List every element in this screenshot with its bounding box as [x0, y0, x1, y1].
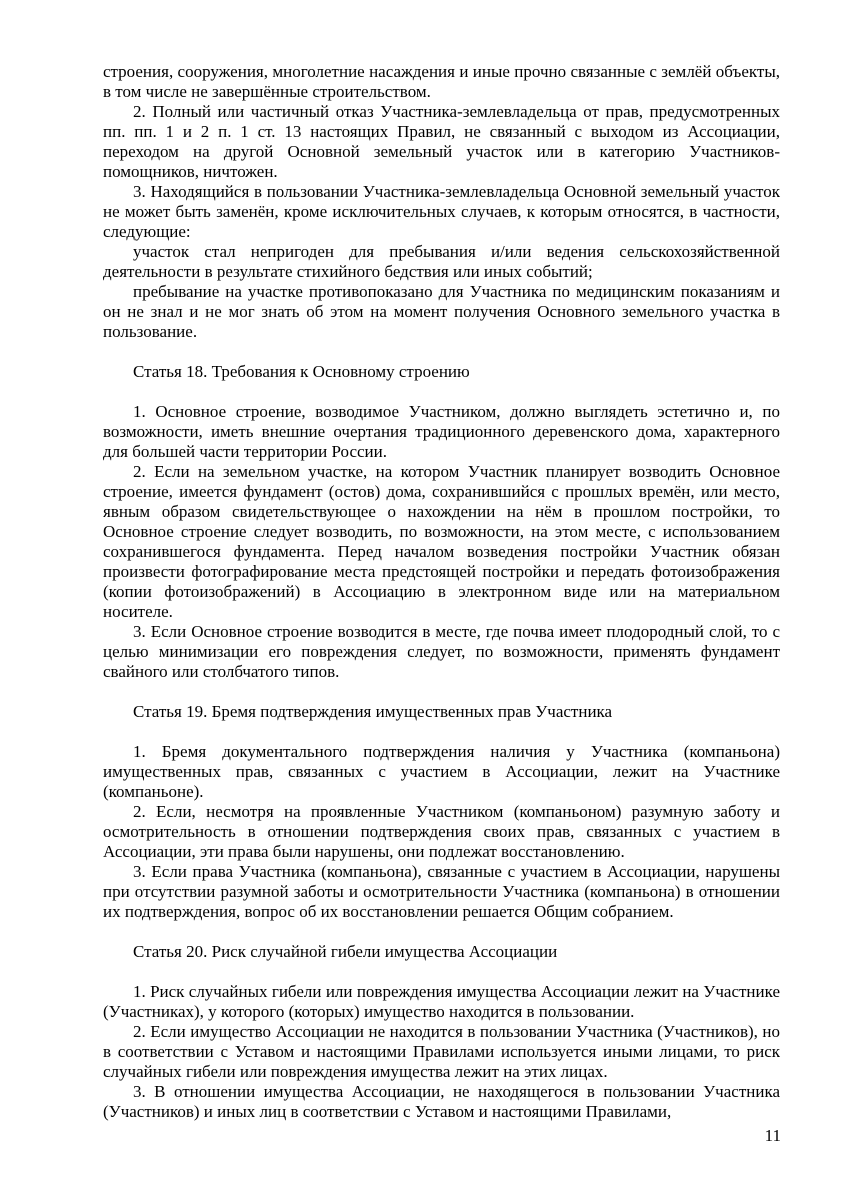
body-paragraph: 2. Полный или частичный отказ Участника-землевладельца от прав, предусмотренных пп. пп. 1 и 2 п. 1 ст. 13 настоящих Правил, не связанный с выходом из Ассоциации, переходом на другой Основной земельный участок или в категорию Участников-помощников, ничтожен.	[103, 102, 780, 181]
body-paragraph: 2. Если, несмотря на проявленные Участником (компаньоном) разумную заботу и осмотрительность в отношении подтверждения своих прав, связанных с участием в Ассоциации, эти права были нарушены, они подлежат восстановлению.	[103, 802, 780, 861]
article-heading: Статья 19. Бремя подтверждения имущественных прав Участника	[133, 702, 613, 721]
body-paragraph: 1. Основное строение, возводимое Участником, должно выглядеть эстетично и, по возможности, иметь внешние очертания традиционного деревенского дома, характерного для большей части территории России.	[103, 402, 780, 461]
body-paragraph: 2. Если на земельном участке, на котором Участник планирует возводить Основное строение, имеется фундамент (остов) дома, сохранившийся с прошлых времён, или место, явным образом свидетельствующее о нахождении на нём в прошлом постройки, то Основное строение следует возводить, по возможности, на этом месте, с использованием сохранившегося фундамента. Перед началом возведения постройки Участник обязан произвести фотографирование места предстоящей постройки и передать фотоизображения (копии фотоизображений) в Ассоциацию в электронном виде или на материальном носителе.	[103, 462, 780, 621]
body-paragraph: 3. Если права Участника (компаньона), связанные с участием в Ассоциации, нарушены при отсутствии разумной заботы и осмотрительности Участника (компаньона) в отношении их подтверждения, вопрос об их восстановлении решается Общим собранием.	[103, 862, 780, 921]
body-paragraph: 3. Находящийся в пользовании Участника-землевладельца Основной земельный участок не может быть заменён, кроме исключительных случаев, к которым относятся, в частности, следующие:	[103, 182, 780, 241]
page-number: 11	[764, 1126, 781, 1145]
article-heading: Статья 20. Риск случайной гибели имущества Ассоциации	[133, 942, 558, 961]
article-heading: Статья 18. Требования к Основному строению	[133, 362, 470, 381]
body-paragraph: пребывание на участке противопоказано для Участника по медицинским показаниям и он не знал и не мог знать об этом на момент получения Основного земельного участка в пользование.	[103, 282, 780, 341]
body-paragraph: строения, сооружения, многолетние насаждения и иные прочно связанные с землёй объекты, в том числе не завершённые строительством.	[103, 62, 780, 101]
body-paragraph: 1. Риск случайных гибели или повреждения имущества Ассоциации лежит на Участнике (Участниках), у которого (которых) имущество находится в пользовании.	[103, 982, 780, 1021]
body-paragraph: 3. В отношении имущества Ассоциации, не находящегося в пользовании Участника (Участников) и иных лиц в соответствии с Уставом и настоящими Правилами,	[103, 1082, 780, 1121]
body-paragraph: 2. Если имущество Ассоциации не находится в пользовании Участника (Участников), но в соответствии с Уставом и настоящими Правилами используется иными лицами, то риск случайных гибели или повреждения имущества лежит на этих лицах.	[103, 1022, 780, 1081]
body-paragraph: 3. Если Основное строение возводится в месте, где почва имеет плодородный слой, то с целью минимизации его повреждения следует, по возможности, применять фундамент свайного или столбчатого типов.	[103, 622, 780, 681]
document-body	[103, 62, 780, 1122]
body-paragraph: участок стал непригоден для пребывания и/или ведения сельскохозяйственной деятельности в результате стихийного бедствия или иных событий;	[103, 242, 780, 281]
body-paragraph: 1. Бремя документального подтверждения наличия у Участника (компаньона) имущественных прав, связанных с участием в Ассоциации, лежит на Участнике (компаньоне).	[103, 742, 780, 801]
